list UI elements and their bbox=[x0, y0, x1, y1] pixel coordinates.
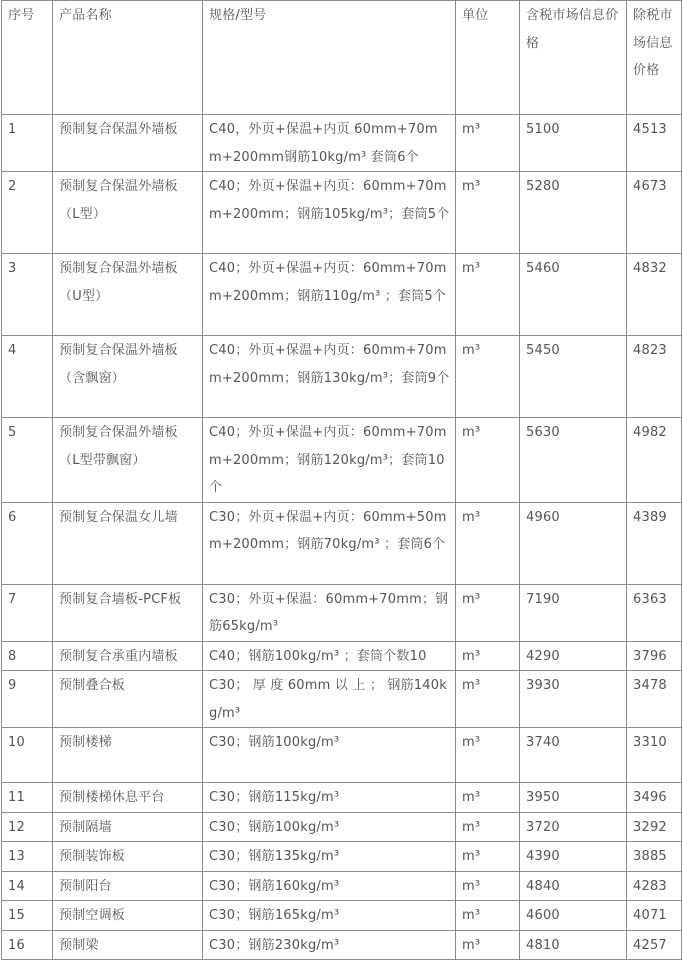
cell-price-notax: 3310 bbox=[627, 728, 682, 783]
cell-index: 2 bbox=[2, 172, 53, 254]
header-price-tax: 含税市场信息价格 bbox=[520, 1, 627, 115]
cell-spec: C30；钢筋100kg/m³ bbox=[203, 812, 456, 842]
table-row bbox=[2, 871, 682, 901]
cell-spec: C40，外页+保温+内页 60mm+70mm+200mm钢筋10kg/m³ 套筒6个 bbox=[203, 115, 456, 172]
cell-product-name: 预制复合保温女儿墙 bbox=[53, 502, 203, 584]
cell-spec: C30；外页+保温+内页：60mm+50mm+200mm；钢筋70kg/m³ ；套筒6个 bbox=[203, 502, 456, 584]
cell-product-name: 预制复合保温外墙板（含飘窗） bbox=[53, 336, 203, 418]
table-row bbox=[2, 418, 682, 503]
cell-unit: m³ bbox=[456, 728, 520, 783]
cell-index: 11 bbox=[2, 783, 53, 813]
cell-price-notax: 4982 bbox=[627, 418, 682, 503]
cell-product-name: 预制复合承重内墙板 bbox=[53, 641, 203, 671]
cell-index: 9 bbox=[2, 671, 53, 728]
cell-unit: m³ bbox=[456, 671, 520, 728]
table-row bbox=[2, 812, 682, 842]
cell-price-notax: 3478 bbox=[627, 671, 682, 728]
cell-product-name: 预制空调板 bbox=[53, 901, 203, 931]
cell-price-tax: 3740 bbox=[520, 728, 627, 783]
cell-unit: m³ bbox=[456, 172, 520, 254]
cell-unit: m³ bbox=[456, 584, 520, 641]
cell-price-tax: 5630 bbox=[520, 418, 627, 503]
table-row bbox=[2, 172, 682, 254]
cell-price-notax: 4832 bbox=[627, 254, 682, 336]
cell-index: 10 bbox=[2, 728, 53, 783]
table-header-row bbox=[2, 1, 682, 115]
cell-unit: m³ bbox=[456, 812, 520, 842]
table-row bbox=[2, 254, 682, 336]
cell-unit: m³ bbox=[456, 418, 520, 503]
cell-price-tax: 4290 bbox=[520, 641, 627, 671]
cell-index: 13 bbox=[2, 842, 53, 872]
table-row bbox=[2, 115, 682, 172]
table-row bbox=[2, 901, 682, 931]
cell-spec: C40；外页+保温+内页：60mm+70mm+200mm；钢筋130kg/m³；套筒9个 bbox=[203, 336, 456, 418]
cell-spec: C40；外页+保温+内页：60mm+70mm+200mm；钢筋105kg/m³；套筒5个 bbox=[203, 172, 456, 254]
cell-product-name: 预制装饰板 bbox=[53, 842, 203, 872]
header-index: 序号 bbox=[2, 1, 53, 115]
table-row bbox=[2, 502, 682, 584]
cell-unit: m³ bbox=[456, 783, 520, 813]
cell-spec: C40；钢筋100kg/m³ ；套筒个数10 bbox=[203, 641, 456, 671]
cell-spec: C30；外页+保温：60mm+70mm；钢筋65kg/m³ bbox=[203, 584, 456, 641]
cell-product-name: 预制隔墙 bbox=[53, 812, 203, 842]
cell-product-name: 预制复合保温外墙板 bbox=[53, 115, 203, 172]
cell-product-name: 预制梁 bbox=[53, 930, 203, 960]
cell-product-name: 预制楼梯 bbox=[53, 728, 203, 783]
cell-price-notax: 3292 bbox=[627, 812, 682, 842]
cell-index: 12 bbox=[2, 812, 53, 842]
table-row bbox=[2, 336, 682, 418]
cell-spec: C30；钢筋165kg/m³ bbox=[203, 901, 456, 931]
price-table bbox=[1, 0, 682, 960]
cell-product-name: 预制阳台 bbox=[53, 871, 203, 901]
cell-index: 14 bbox=[2, 871, 53, 901]
cell-unit: m³ bbox=[456, 871, 520, 901]
cell-price-notax: 4823 bbox=[627, 336, 682, 418]
cell-spec: C30；钢筋135kg/m³ bbox=[203, 842, 456, 872]
cell-index: 5 bbox=[2, 418, 53, 503]
cell-unit: m³ bbox=[456, 502, 520, 584]
table-row bbox=[2, 842, 682, 872]
cell-price-notax: 4513 bbox=[627, 115, 682, 172]
header-price-notax: 除税市场信息价格 bbox=[627, 1, 682, 115]
cell-unit: m³ bbox=[456, 842, 520, 872]
table-row bbox=[2, 728, 682, 783]
cell-product-name: 预制复合保温外墙板（L型带飘窗） bbox=[53, 418, 203, 503]
cell-unit: m³ bbox=[456, 336, 520, 418]
cell-spec: C40；外页+保温+内页：60mm+70mm+200mm；钢筋120kg/m³；套筒10个 bbox=[203, 418, 456, 503]
table-row bbox=[2, 584, 682, 641]
header-name: 产品名称 bbox=[53, 1, 203, 115]
cell-index: 1 bbox=[2, 115, 53, 172]
cell-price-notax: 4257 bbox=[627, 930, 682, 960]
cell-unit: m³ bbox=[456, 930, 520, 960]
cell-unit: m³ bbox=[456, 641, 520, 671]
cell-product-name: 预制叠合板 bbox=[53, 671, 203, 728]
cell-unit: m³ bbox=[456, 254, 520, 336]
cell-spec: C30；钢筋100kg/m³ bbox=[203, 728, 456, 783]
cell-price-tax: 4390 bbox=[520, 842, 627, 872]
cell-spec: C30； 厚 度 60mm 以 上 ； 钢筋140kg/m³ bbox=[203, 671, 456, 728]
cell-index: 7 bbox=[2, 584, 53, 641]
cell-spec: C30；钢筋115kg/m³ bbox=[203, 783, 456, 813]
cell-index: 6 bbox=[2, 502, 53, 584]
cell-product-name: 预制复合墙板-PCF板 bbox=[53, 584, 203, 641]
cell-price-tax: 4960 bbox=[520, 502, 627, 584]
cell-price-notax: 4283 bbox=[627, 871, 682, 901]
cell-price-tax: 5280 bbox=[520, 172, 627, 254]
cell-index: 4 bbox=[2, 336, 53, 418]
cell-price-tax: 3950 bbox=[520, 783, 627, 813]
table-row bbox=[2, 671, 682, 728]
header-unit: 单位 bbox=[456, 1, 520, 115]
cell-unit: m³ bbox=[456, 901, 520, 931]
cell-price-tax: 4810 bbox=[520, 930, 627, 960]
cell-spec: C30；钢筋230kg/m³ bbox=[203, 930, 456, 960]
cell-price-tax: 5450 bbox=[520, 336, 627, 418]
cell-price-tax: 3930 bbox=[520, 671, 627, 728]
cell-price-tax: 5100 bbox=[520, 115, 627, 172]
cell-index: 16 bbox=[2, 930, 53, 960]
cell-spec: C30；钢筋160kg/m³ bbox=[203, 871, 456, 901]
cell-unit: m³ bbox=[456, 115, 520, 172]
cell-price-notax: 3796 bbox=[627, 641, 682, 671]
table-row bbox=[2, 783, 682, 813]
cell-product-name: 预制楼梯休息平台 bbox=[53, 783, 203, 813]
table-row bbox=[2, 930, 682, 960]
cell-price-tax: 4600 bbox=[520, 901, 627, 931]
cell-price-notax: 3496 bbox=[627, 783, 682, 813]
cell-price-tax: 7190 bbox=[520, 584, 627, 641]
cell-price-notax: 3885 bbox=[627, 842, 682, 872]
cell-price-tax: 5460 bbox=[520, 254, 627, 336]
cell-index: 15 bbox=[2, 901, 53, 931]
cell-price-tax: 3720 bbox=[520, 812, 627, 842]
cell-price-notax: 4389 bbox=[627, 502, 682, 584]
cell-price-tax: 4840 bbox=[520, 871, 627, 901]
cell-price-notax: 6363 bbox=[627, 584, 682, 641]
table-row bbox=[2, 641, 682, 671]
cell-index: 3 bbox=[2, 254, 53, 336]
header-spec: 规格/型号 bbox=[203, 1, 456, 115]
cell-spec: C40；外页+保温+内页：60mm+70mm+200mm；钢筋110g/m³ ；套筒5个 bbox=[203, 254, 456, 336]
cell-product-name: 预制复合保温外墙板（L型） bbox=[53, 172, 203, 254]
table-body bbox=[2, 115, 682, 960]
cell-price-notax: 4673 bbox=[627, 172, 682, 254]
cell-product-name: 预制复合保温外墙板（U型） bbox=[53, 254, 203, 336]
cell-index: 8 bbox=[2, 641, 53, 671]
cell-price-notax: 4071 bbox=[627, 901, 682, 931]
